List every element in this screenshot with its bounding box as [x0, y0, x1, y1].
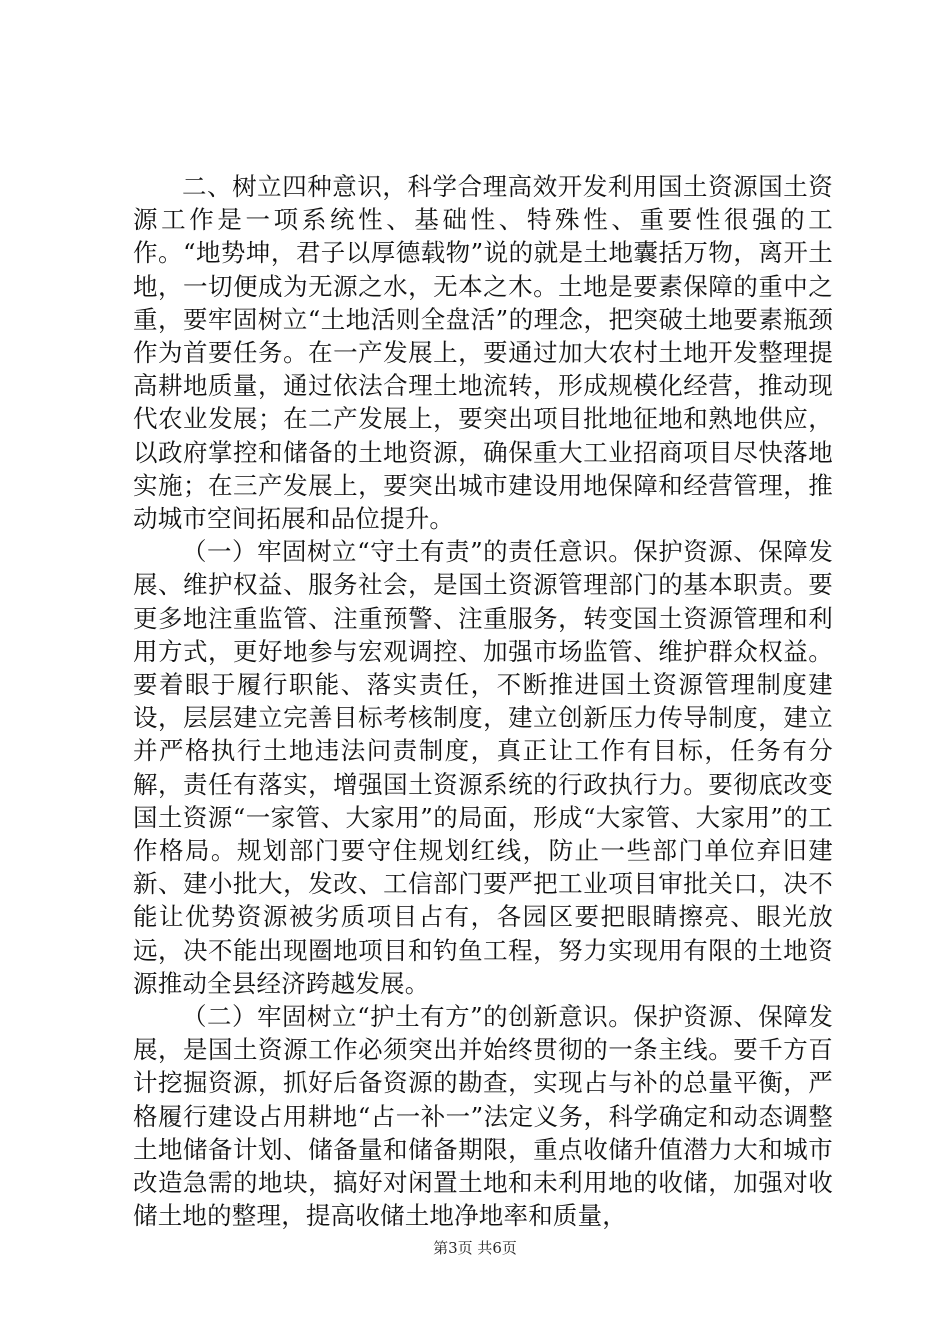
body-text	[133, 170, 833, 1233]
page-footer: 第3页 共6页	[433, 1239, 517, 1257]
paragraph-innovation-awareness: （二）牢固树立“护土有方”的创新意识。保护资源、保障发展，是国土资源工作必须突出并始终贯彻的一条主线。要千方百计挖掘资源，抓好后备资源的勘查，实现占与补的总量平衡，严格履行建设占用耕地“占一补一”法定义务，科学确定和动态调整土地储备计划、储备量和储备期限，重点收储升值潜力大和城市改造急需的地块，搞好对闲置土地和未利用地的收储，加强对收储土地的整理，提高收储土地净地率和质量，	[133, 1002, 833, 1231]
paragraph-responsibility-awareness: （一）牢固树立“守土有责”的责任意识。保护资源、保障发展、维护权益、服务社会，是国土资源管理部门的基本职责。要更多地注重监管、注重预警、注重服务，转变国土资源管理和利用方式，更好地参与宏观调控、加强市场监管、维护群众权益。要着眼于履行职能、落实责任，不断推进国土资源管理制度建设，层层建立完善目标考核制度，建立创新压力传导制度，建立并严格执行土地违法问责制度，真正让工作有目标，任务有分解，责任有落实，增强国土资源系统的行政执行力。要彻底改变国土资源“一家管、大家用”的局面，形成“大家管、大家用”的工作格局。规划部门要守住规划红线，防止一些部门单位弃旧建新、建小批大，发改、工信部门要严把工业项目审批关口，决不能让优势资源被劣质项目占有，各园区要把眼睛擦亮、眼光放远，决不能出现圈地项目和钓鱼工程，努力实现用有限的土地资源推动全县经济跨越发展。	[133, 537, 833, 998]
paragraph-four-awareness: 二、树立四种意识，科学合理高效开发利用国土资源国土资源工作是一项系统性、基础性、特殊性、重要性很强的工作。“地势坤，君子以厚德载物”说的就是土地囊括万物，离开土地，一切便成为无源之水，无本之木。土地是要素保障的重中之重，要牢固树立“土地活则全盘活”的理念，把突破土地要素瓶颈作为首要任务。在一产发展上，要通过加大农村土地开发整理提高耕地质量，通过依法合理土地流转，形成规模化经营，推动现代农业发展；在二产发展上，要突出项目批地征地和熟地供应，以政府掌控和储备的土地资源，确保重大工业招商项目尽快落地实施；在三产发展上，要突出城市建设用地保障和经营管理，推动城市空间拓展和品位提升。	[133, 172, 833, 534]
